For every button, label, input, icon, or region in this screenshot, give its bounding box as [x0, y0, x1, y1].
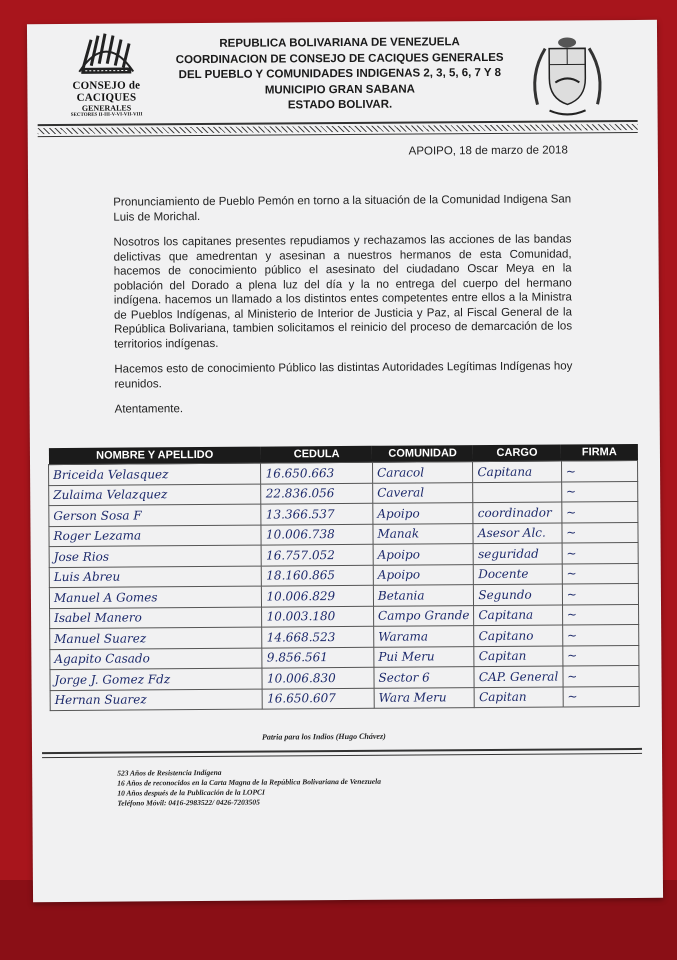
letterhead	[162, 35, 518, 115]
header-cedula: CEDULA	[261, 446, 373, 463]
cell-firma	[562, 583, 638, 604]
place-date: APOIPO, 18 de marzo de 2018	[408, 144, 568, 158]
cell-cedula: 10.006.738	[261, 524, 373, 545]
footer	[117, 767, 381, 809]
footer-line-2: 16 Años de reconocidos en la Carta Magna de la República Bolivariana de Venezuela	[117, 776, 381, 788]
footer-rule-lower	[42, 753, 642, 758]
header-line-2: COORDINACION DE CONSEJO DE CACIQUES GENERALES	[175, 51, 504, 66]
cell-name: Isabel Manero	[50, 607, 263, 629]
signature-mark: ~	[566, 587, 577, 602]
cell-name: Roger Lezama	[49, 525, 262, 547]
header-comunidad: COMUNIDAD	[372, 445, 473, 462]
cell-name: Agapito Casado	[50, 648, 263, 670]
cell-cedula: 22.836.056	[261, 483, 373, 504]
cell-comunidad: Caveral	[373, 482, 474, 503]
cell-firma	[561, 481, 637, 502]
cell-comunidad: Campo Grande	[373, 605, 474, 626]
signature-mark: ~	[566, 525, 577, 540]
paragraph-3: Hacemos esto de conocimiento Público las distintas Autoridades Legítimas Indígenas hoy reunidos.	[114, 360, 573, 391]
cell-cargo: Capitano	[474, 625, 563, 646]
slogan: Patria para los Indios (Hugo Chávez)	[261, 731, 386, 742]
cell-cargo: Docente	[474, 563, 563, 584]
signature-mark: ~	[566, 607, 577, 622]
cell-cedula: 10.006.830	[262, 667, 374, 688]
cell-comunidad: Sector 6	[374, 667, 475, 688]
closing: Atentamente.	[114, 403, 184, 416]
cell-comunidad: Apoipo	[373, 564, 474, 585]
cell-comunidad: Apoipo	[373, 503, 474, 524]
cell-cedula: 10.003.180	[262, 606, 374, 627]
cell-name: Manuel Suarez	[50, 627, 263, 649]
cell-firma	[563, 686, 639, 707]
letter-body	[113, 192, 573, 428]
cell-comunidad: Caracol	[372, 462, 473, 483]
logo-title: CONSEJO de CACIQUES	[72, 79, 141, 104]
footer-line-3: 10 Años después de la Publicación de la LOPCI	[117, 787, 265, 798]
header-line-1: REPUBLICA BOLIVARIANA DE VENEZUELA	[219, 36, 460, 50]
signature-mark: ~	[566, 546, 577, 561]
cell-cargo: Capitana	[474, 604, 563, 625]
cell-name: Manuel A Gomes	[49, 586, 262, 608]
header-line-3: DEL PUEBLO Y COMUNIDADES INDIGENAS 2, 3, 5, 6, 7 Y 8	[178, 66, 501, 82]
signature-mark: ~	[565, 464, 576, 479]
cell-firma	[563, 665, 639, 686]
header-firma: FIRMA	[561, 444, 637, 461]
cell-cedula: 13.366.537	[261, 503, 373, 524]
cell-name: Luis Abreu	[49, 566, 262, 588]
footer-line-1: 523 Años de Resistencia Indígena	[117, 767, 222, 778]
paragraph-2: Nosotros los capitanes presentes repudiamos y rechazamos las acciones de las bandas delictivas que amedrentan y asesinan a nuestros hermanos de esta Comunidad, hacemos de conocimiento público el asesinato del ciudadano Oscar Meya en la población del Dorado a plena luz del día y la no entrega del cuerpo del hermano indígena. hacemos un llamado a los distintos entes competentes entre ellos a la Ministra de Pueblos Indígenas, al Ministerio de Interior de Justicia y Paz, al Fiscal General de la República Bolivariana, tambien solicitamos el reinicio del proceso de demarcación de los territorios indígenas.	[113, 233, 573, 351]
cell-name: Gerson Sosa F	[49, 504, 262, 526]
cell-cedula: 18.160.865	[262, 565, 374, 586]
cell-name: Jorge J. Gomez Fdz	[50, 668, 263, 690]
headdress-icon	[71, 31, 141, 77]
table-row	[50, 686, 639, 711]
cell-firma	[562, 522, 638, 543]
signature-mark: ~	[567, 669, 578, 684]
signature-table	[48, 444, 640, 711]
cell-name: Hernan Suarez	[50, 689, 263, 711]
cell-comunidad: Betania	[373, 585, 474, 606]
signature-mark: ~	[566, 505, 577, 520]
document-page	[27, 20, 663, 902]
cell-comunidad: Apoipo	[373, 544, 474, 565]
cell-cargo: coordinador	[473, 502, 562, 523]
cell-cedula: 16.757.052	[262, 544, 374, 565]
cell-cedula: 14.668.523	[262, 626, 374, 647]
cell-comunidad: Manak	[373, 523, 474, 544]
logo-subtitle: GENERALES	[81, 103, 132, 113]
signature-mark: ~	[566, 628, 578, 643]
cell-firma	[561, 460, 637, 481]
cell-firma	[562, 604, 638, 625]
signature-mark: ~	[566, 566, 577, 581]
cell-cedula: 16.650.607	[263, 688, 375, 709]
paragraph-1: Pronunciamiento de Pueblo Pemón en torno a la situación de la Comunidad Indigena San Luis de Morichal.	[113, 193, 572, 224]
cell-cargo: CAP. General	[474, 666, 563, 687]
cell-firma	[563, 645, 639, 666]
cell-cargo: seguridad	[473, 543, 562, 564]
cell-cargo: Segundo	[474, 584, 563, 605]
footer-phone: Teléfono Móvil: 0416-2983522/ 0426-7203505	[117, 797, 260, 808]
cell-cedula: 10.006.829	[262, 585, 374, 606]
signature-mark: ~	[567, 648, 578, 663]
cell-firma	[562, 563, 638, 584]
cell-name: Briceida Velasquez	[49, 463, 262, 485]
cell-firma	[562, 501, 638, 522]
signature-mark: ~	[565, 484, 577, 499]
header-cargo: CARGO	[473, 444, 561, 461]
header-line-4: MUNICIPIO GRAN SABANA	[264, 83, 416, 97]
cell-name: Jose Rios	[49, 545, 262, 567]
cell-comunidad: Warama	[374, 626, 475, 647]
cell-comunidad: Wara Meru	[374, 687, 475, 708]
logo-sectors: SECTORES II-III-V-VI-VII-VIII	[70, 112, 143, 118]
cell-cargo: Asesor Alc.	[473, 522, 562, 543]
consejo-logo	[41, 31, 172, 132]
cell-cargo	[473, 481, 562, 502]
cell-cargo: Capitan	[474, 686, 563, 707]
cell-cargo: Capitana	[473, 461, 562, 482]
coat-of-arms-icon	[527, 34, 608, 119]
cell-comunidad: Pui Meru	[374, 646, 475, 667]
cell-cedula: 9.856.561	[262, 647, 374, 668]
cell-firma	[562, 624, 638, 645]
cell-firma	[562, 542, 638, 563]
cell-cargo: Capitan	[474, 645, 563, 666]
header-name: NOMBRE Y APELLIDO	[48, 447, 261, 465]
cell-name: Zulaima Velazquez	[49, 484, 262, 506]
signature-mark: ~	[567, 689, 578, 704]
header-line-5: ESTADO BOLIVAR.	[287, 98, 393, 112]
cell-cedula: 16.650.663	[261, 462, 373, 483]
